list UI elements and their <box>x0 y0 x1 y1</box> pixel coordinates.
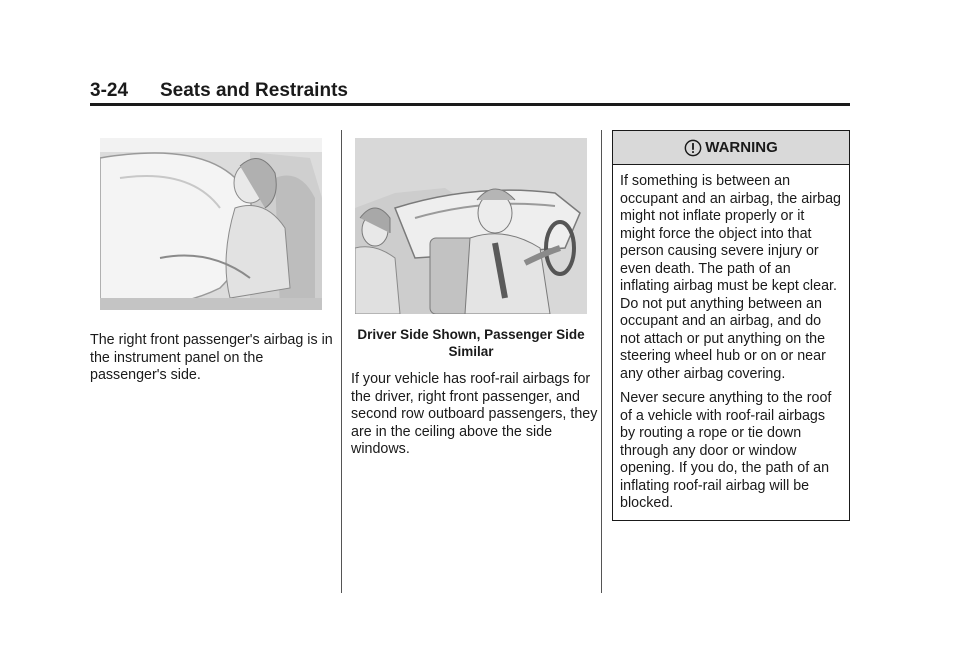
column-divider-1 <box>341 130 342 593</box>
page-number: 3-24 <box>90 80 129 101</box>
passenger-airbag-illustration <box>100 138 322 310</box>
warning-box <box>612 130 850 521</box>
warning-paragraph: If something is between an occupant and an airbag, the airbag might not inflate properly or it might force the object into that person causing severe injury or even death. The path of an inflating airbag must be kept clear. Do not put anything between an occupant and an airbag, and do not attach or put anything on the steering wheel hub or on or near any other airbag covering. <box>620 173 841 382</box>
warning-paragraph: Never secure anything to the roof of a vehicle with roof-rail airbags by routing a rope or tie down through any door or window opening. If you do, the path of an inflating roof-rail airbag will be blocked. <box>620 390 832 511</box>
passenger-airbag-text: The right front passenger's airbag is in the instrument panel on the passenger's side. <box>90 332 333 383</box>
warning-title: WARNING <box>705 139 778 156</box>
column-divider-2 <box>601 130 602 593</box>
warning-header <box>613 131 849 165</box>
header-rule <box>90 103 850 106</box>
section-title: Seats and Restraints <box>160 80 348 101</box>
roof-rail-airbag-illustration <box>355 138 587 314</box>
page-header <box>90 80 850 104</box>
figure-caption: Driver Side Shown, Passenger Side Similar <box>357 327 585 359</box>
warning-icon <box>684 139 702 157</box>
warning-body <box>613 165 849 513</box>
roof-rail-airbag-text: If your vehicle has roof-rail airbags for the driver, right front passenger, and second row outboard passengers, they are in the ceiling above the side windows. <box>351 371 598 457</box>
